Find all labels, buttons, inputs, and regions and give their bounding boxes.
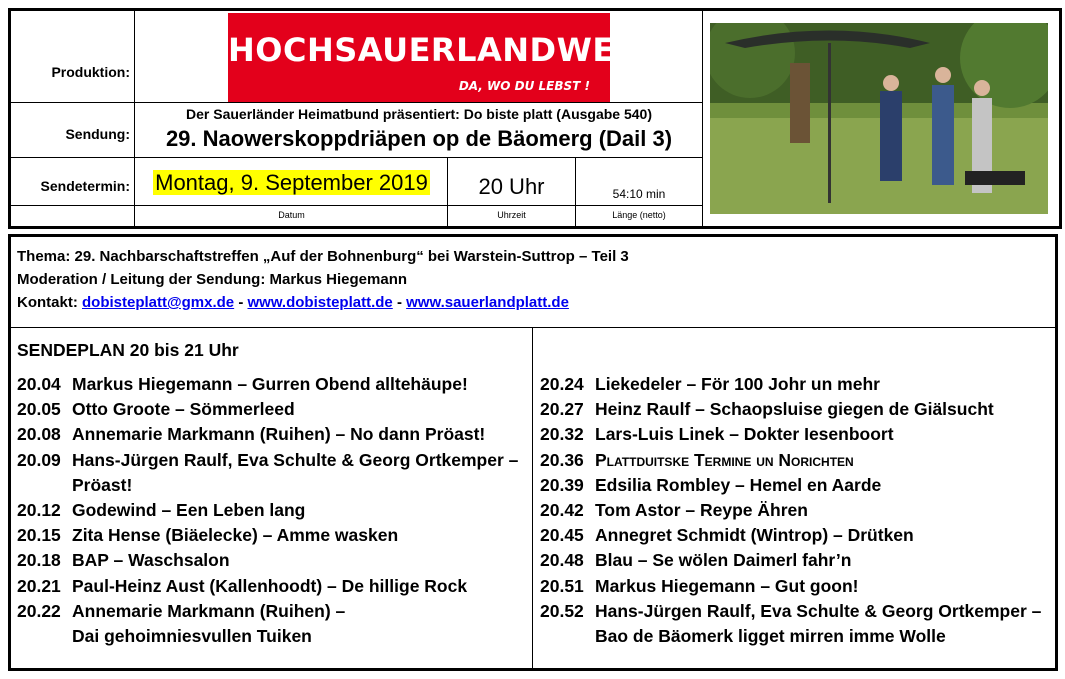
produktion-label: Produktion: [51, 64, 130, 80]
divider [702, 11, 703, 226]
schedule-time: 20.04 [17, 374, 61, 394]
schedule-entry [540, 448, 1041, 473]
schedule-entry [540, 574, 1041, 599]
schedule-entry [540, 523, 1041, 548]
schedule-entry [17, 548, 518, 573]
schedule-title: Markus Hiegemann – Gurren Obend alltehäupe! [72, 374, 468, 394]
schedule-entry [540, 548, 1041, 573]
schedule-entry [17, 523, 518, 548]
schedule-title: Lars-Luis Linek – Dokter Iesenboort [595, 424, 894, 445]
length-caption: Länge (netto) [612, 210, 666, 220]
website-link-dobisteplatt[interactable]: www.dobisteplatt.de [247, 294, 393, 311]
sendung-title: 29. Naowerskoppdriäpen op de Bäomerg (Dail 3) [165, 126, 673, 151]
divider [11, 327, 1055, 328]
moderation-line: Moderation / Leitung der Sendung: Markus Hiegemann [17, 271, 408, 288]
info-block [17, 245, 629, 314]
logo-slogan: DA, WO DU LEBST ! [458, 79, 590, 93]
schedule-time: 20.08 [17, 424, 61, 445]
schedule-entry [17, 599, 518, 624]
schedule-time: 20.15 [17, 525, 61, 546]
schedule-title: Edsilia Rombley – Hemel en Aarde [595, 474, 882, 495]
separator: - [238, 294, 244, 311]
schedule-title: Hans-Jürgen Raulf, Eva Schulte & Georg Ortkemper – [595, 600, 1042, 621]
thema-line: Thema: 29. Nachbarschaftstreffen „Auf der Bohnenburg“ bei Warstein-Suttrop – Teil 3 [17, 248, 629, 265]
schedule-time: 20.24 [540, 374, 584, 394]
schedule-title: Godewind – Een Leben lang [72, 500, 306, 521]
divider [532, 327, 533, 668]
schedule-entry [17, 397, 518, 422]
schedule-entry [17, 448, 518, 473]
sendung-label: Sendung: [65, 126, 130, 142]
schedule-time: 20.48 [540, 550, 584, 571]
schedule-entry [540, 397, 1041, 422]
schedule-title: Hans-Jürgen Raulf, Eva Schulte & Georg Ortkemper – [72, 449, 519, 470]
schedule-right [540, 372, 1041, 649]
schedule-entry [540, 473, 1041, 498]
schedule-title: Annemarie Markmann (Ruihen) – [72, 600, 346, 621]
logo-title: HOCHSAUERLANDWELLE [228, 31, 679, 69]
schedule-time: 20.45 [540, 525, 584, 546]
schedule-title: Otto Groote – Sömmerleed [72, 399, 295, 420]
schedule-title: BAP – Waschsalon [72, 550, 230, 571]
broadcast-time: 20 Uhr [478, 174, 545, 199]
schedule-time: 20.18 [17, 550, 61, 571]
broadcast-length: 54:10 min [612, 187, 666, 201]
schedule-time: 20.21 [17, 575, 61, 596]
schedule-time: 20.22 [17, 600, 61, 621]
schedule-time: 20.51 [540, 575, 584, 596]
schedule-title: Plattduitske Termine un Norichten [595, 449, 854, 470]
schedule-time: 20.27 [540, 399, 584, 420]
schedule-entry [540, 372, 1041, 397]
schedule-title: Markus Hiegemann – Gut goon! [595, 575, 859, 596]
hochsauerlandwelle-logo [228, 13, 679, 102]
separator: - [396, 294, 402, 311]
schedule-title: Annemarie Markmann (Ruihen) – No dann Pröast! [72, 424, 486, 445]
schedule-title: Paul-Heinz Aust (Kallenhoodt) – De hillige Rock [72, 575, 468, 596]
divider [134, 11, 135, 226]
email-link[interactable]: dobisteplatt@gmx.de [82, 294, 235, 311]
schedule-title: Blau – Se wölen Daimerl fahr’n [595, 550, 852, 571]
schedule-entry [17, 498, 518, 523]
website-link-sauerlandplatt[interactable]: www.sauerlandplatt.de [406, 294, 569, 311]
schedule-time: 20.39 [540, 474, 584, 495]
divider [11, 157, 702, 158]
time-caption: Uhrzeit [497, 210, 526, 220]
schedule-title: Heinz Raulf – Schaopsluise giegen de Giälsucht [595, 399, 994, 420]
schedule-entry [540, 498, 1041, 523]
schedule-entry [17, 574, 518, 599]
schedule-title: Tom Astor – Reype Ähren [595, 500, 808, 521]
sendung-subtitle: Der Sauerländer Heimatbund präsentiert: Do biste platt (Ausgabe 540) [186, 106, 652, 122]
schedule-time: 20.32 [540, 424, 584, 445]
schedule-title: Annegret Schmidt (Wintrop) – Drütken [595, 525, 914, 546]
date-caption: Datum [278, 210, 305, 220]
schedule-title-continued: Dai gehoimniesvullen Tuiken [72, 626, 312, 647]
sendetermin-label: Sendetermin: [40, 178, 130, 194]
schedule-title-continued: Pröast! [72, 474, 133, 495]
schedule-time: 20.42 [540, 500, 584, 521]
schedule-time: 20.52 [540, 600, 584, 621]
schedule-title: Zita Hense (Biäelecke) – Amme wasken [72, 525, 399, 546]
schedule-entry [540, 422, 1041, 447]
schedule-time: 20.05 [17, 399, 61, 420]
schedule-time: 20.36 [540, 449, 584, 470]
divider [11, 205, 702, 206]
schedule-entry [17, 372, 518, 397]
date-highlight: Montag, 9. September 2019 [155, 170, 428, 195]
broadcast-date [136, 170, 447, 196]
schedule-heading: SENDEPLAN 20 bis 21 Uhr [17, 340, 239, 360]
schedule-title-continued: Bao de Bäomerk ligget mirren imme Wolle [595, 626, 946, 647]
schedule-left [17, 372, 518, 649]
divider [11, 102, 702, 103]
kontakt-label: Kontakt: [17, 294, 78, 311]
band-photo [710, 23, 1048, 214]
schedule-time: 20.12 [17, 500, 61, 521]
schedule-time: 20.09 [17, 449, 61, 470]
schedule-title: Liekedeler – För 100 Johr un mehr [595, 374, 880, 394]
schedule-entry [540, 599, 1041, 624]
schedule-entry [17, 422, 518, 447]
kontakt-line [17, 291, 629, 314]
